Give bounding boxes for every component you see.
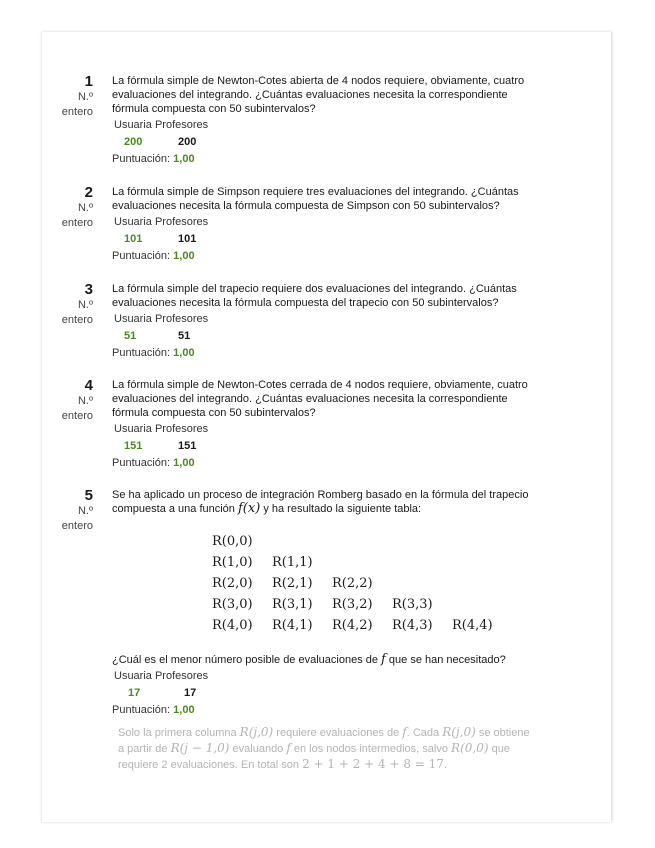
explanation-math: f	[402, 725, 407, 739]
romberg-cell: R(3,3)	[392, 597, 433, 612]
romberg-cell: R(3,2)	[332, 597, 373, 612]
stem-line: La fórmula simple de Simpson requiere tres evaluaciones del integrando. ¿Cuántas	[112, 186, 519, 198]
user-answer: 101	[124, 233, 143, 245]
score-value: 1,00	[173, 704, 195, 716]
question-number: 1	[84, 73, 93, 90]
question-type-line2: entero	[61, 410, 93, 422]
explanation-text: . Cada	[406, 727, 443, 739]
score-label: Puntuación:	[112, 347, 171, 359]
romberg-cell: R(3,0)	[212, 597, 253, 612]
explanation-math: f	[286, 741, 291, 755]
explanation-text: que	[488, 743, 510, 755]
score-value: 1,00	[173, 347, 195, 359]
explanation-text: se obtiene	[475, 727, 530, 739]
romberg-cell: R(2,0)	[212, 576, 253, 591]
score-label: Puntuación:	[112, 153, 171, 165]
question-body	[112, 74, 592, 166]
question-stem	[112, 378, 592, 420]
question-5-lower	[112, 653, 602, 773]
question-body	[112, 488, 592, 771]
explanation-text: requiere evaluaciones de	[273, 727, 403, 739]
explanation-line-3	[118, 757, 602, 773]
stem-line: La fórmula simple del trapecio requiere dos evaluaciones del integrando. ¿Cuántas	[112, 283, 517, 295]
stem-line: evaluaciones necesita la fórmula compuesta de Simpson con 50 subintervalos?	[112, 200, 500, 212]
answer-row	[112, 685, 602, 701]
score-line	[112, 249, 592, 263]
math-function: f(x)	[237, 501, 261, 516]
question-stem	[112, 185, 592, 213]
user-answer: 17	[128, 687, 141, 699]
followup-question	[112, 653, 602, 667]
score-label: Puntuación:	[112, 250, 171, 262]
teacher-answer: 151	[178, 440, 197, 452]
question-stem	[112, 488, 592, 516]
score-value: 1,00	[173, 457, 195, 469]
romberg-cell: R(2,2)	[332, 576, 373, 591]
stem-line: La fórmula simple de Newton-Cotes cerrada de 4 nodos requiere, obviamente, cuatro	[112, 379, 528, 391]
feedback-explanation	[112, 725, 602, 773]
teacher-answer: 101	[178, 233, 197, 245]
question-type-line1: N.º	[77, 202, 93, 214]
answer-header: Usuaria Profesores	[114, 670, 209, 682]
explanation-text: en los nodos intermedios, salvo	[290, 743, 452, 755]
score-label: Puntuación:	[112, 704, 171, 716]
answer-row	[112, 438, 592, 454]
question-type-line2: entero	[61, 106, 93, 118]
question-meta	[42, 74, 96, 120]
stem-line: fórmula compuesta con 50 subintervalos?	[112, 407, 316, 419]
question-type-line1: N.º	[77, 505, 93, 517]
score-line	[112, 152, 592, 166]
romberg-cell: R(4,1)	[272, 618, 313, 633]
stem-line: evaluaciones del integrando. ¿Cuántas evaluaciones necesita la correspondiente	[112, 89, 508, 101]
question-type-line2: entero	[61, 217, 93, 229]
question-type-line1: N.º	[77, 299, 93, 311]
romberg-cell: R(4,3)	[392, 618, 433, 633]
romberg-cell: R(4,4)	[452, 618, 493, 633]
score-line	[112, 346, 592, 360]
quiz-review-sheet	[42, 32, 612, 822]
stem-line-post: y ha resultado la siguiente tabla:	[260, 503, 422, 515]
romberg-cell: R(4,2)	[332, 618, 373, 633]
stem-line: evaluaciones del integrando. ¿Cuántas evaluaciones necesita la correspondiente	[112, 393, 508, 405]
question-number: 5	[84, 487, 93, 504]
question-meta	[42, 282, 96, 328]
teacher-answer: 51	[178, 330, 191, 342]
romberg-cell: R(3,1)	[272, 597, 313, 612]
question-type-line1: N.º	[77, 91, 93, 103]
romberg-cell: R(0,0)	[212, 534, 253, 549]
followup-post: que se han necesitado?	[385, 654, 506, 666]
teacher-answer: 17	[184, 687, 197, 699]
answer-header: Usuaria Profesores	[114, 119, 209, 131]
explanation-text: requiere 2 evaluaciones. En total son	[118, 759, 303, 771]
user-answer: 51	[124, 330, 137, 342]
explanation-math: R(0,0)	[451, 741, 489, 755]
question-number: 4	[84, 377, 93, 394]
explanation-math: 2 + 1 + 2 + 4 + 8 = 17	[302, 757, 444, 771]
question-number: 3	[84, 281, 93, 298]
explanation-text: evaluando	[229, 743, 287, 755]
question-stem	[112, 282, 592, 310]
followup-pre: ¿Cuál es el menor número posible de evaluaciones de	[112, 654, 382, 666]
explanation-text: .	[443, 759, 447, 771]
question-type-line2: entero	[61, 314, 93, 326]
score-value: 1,00	[173, 250, 195, 262]
user-answer: 151	[124, 440, 143, 452]
stem-line: evaluaciones necesita la fórmula compuesta del trapecio con 50 subintervalos?	[112, 297, 499, 309]
question-meta	[42, 488, 96, 534]
explanation-math: R(j,0)	[239, 725, 274, 739]
question-type-line1: N.º	[77, 395, 93, 407]
question-meta	[42, 378, 96, 424]
answer-header: Usuaria Profesores	[114, 216, 209, 228]
stem-line: La fórmula simple de Newton-Cotes abierta de 4 nodos requiere, obviamente, cuatro	[112, 75, 525, 87]
explanation-math: R(j − 1,0)	[170, 741, 230, 755]
answer-header: Usuaria Profesores	[114, 423, 209, 435]
question-body	[112, 185, 592, 263]
question-stem	[112, 74, 592, 116]
question-type-line2: entero	[61, 520, 93, 532]
stem-line: fórmula compuesta con 50 subintervalos?	[112, 103, 316, 115]
stem-line-pre: compuesta a una función	[112, 503, 238, 515]
answer-row	[112, 231, 592, 247]
romberg-cell: R(1,1)	[272, 555, 313, 570]
score-line	[112, 456, 592, 470]
question-number: 2	[84, 184, 93, 201]
explanation-text: a partir de	[118, 743, 171, 755]
answer-header: Usuaria Profesores	[114, 313, 209, 325]
question-body	[112, 282, 592, 360]
explanation-line-2	[118, 741, 602, 757]
question-body	[112, 378, 592, 470]
romberg-cell: R(2,1)	[272, 576, 313, 591]
explanation-text: Solo la primera columna	[118, 727, 240, 739]
math-f: f	[381, 652, 386, 667]
explanation-line-1	[118, 725, 602, 741]
romberg-cell: R(4,0)	[212, 618, 253, 633]
explanation-math: R(j,0)	[442, 725, 476, 739]
answer-row	[112, 134, 592, 150]
question-meta	[42, 185, 96, 231]
score-label: Puntuación:	[112, 457, 171, 469]
score-line	[112, 703, 602, 717]
user-answer: 200	[124, 136, 143, 148]
answer-row	[112, 328, 592, 344]
score-value: 1,00	[173, 153, 195, 165]
teacher-answer: 200	[178, 136, 197, 148]
stem-line: Se ha aplicado un proceso de integración Romberg basado en la fórmula del trapecio	[112, 489, 529, 501]
romberg-cell: R(1,0)	[212, 555, 253, 570]
